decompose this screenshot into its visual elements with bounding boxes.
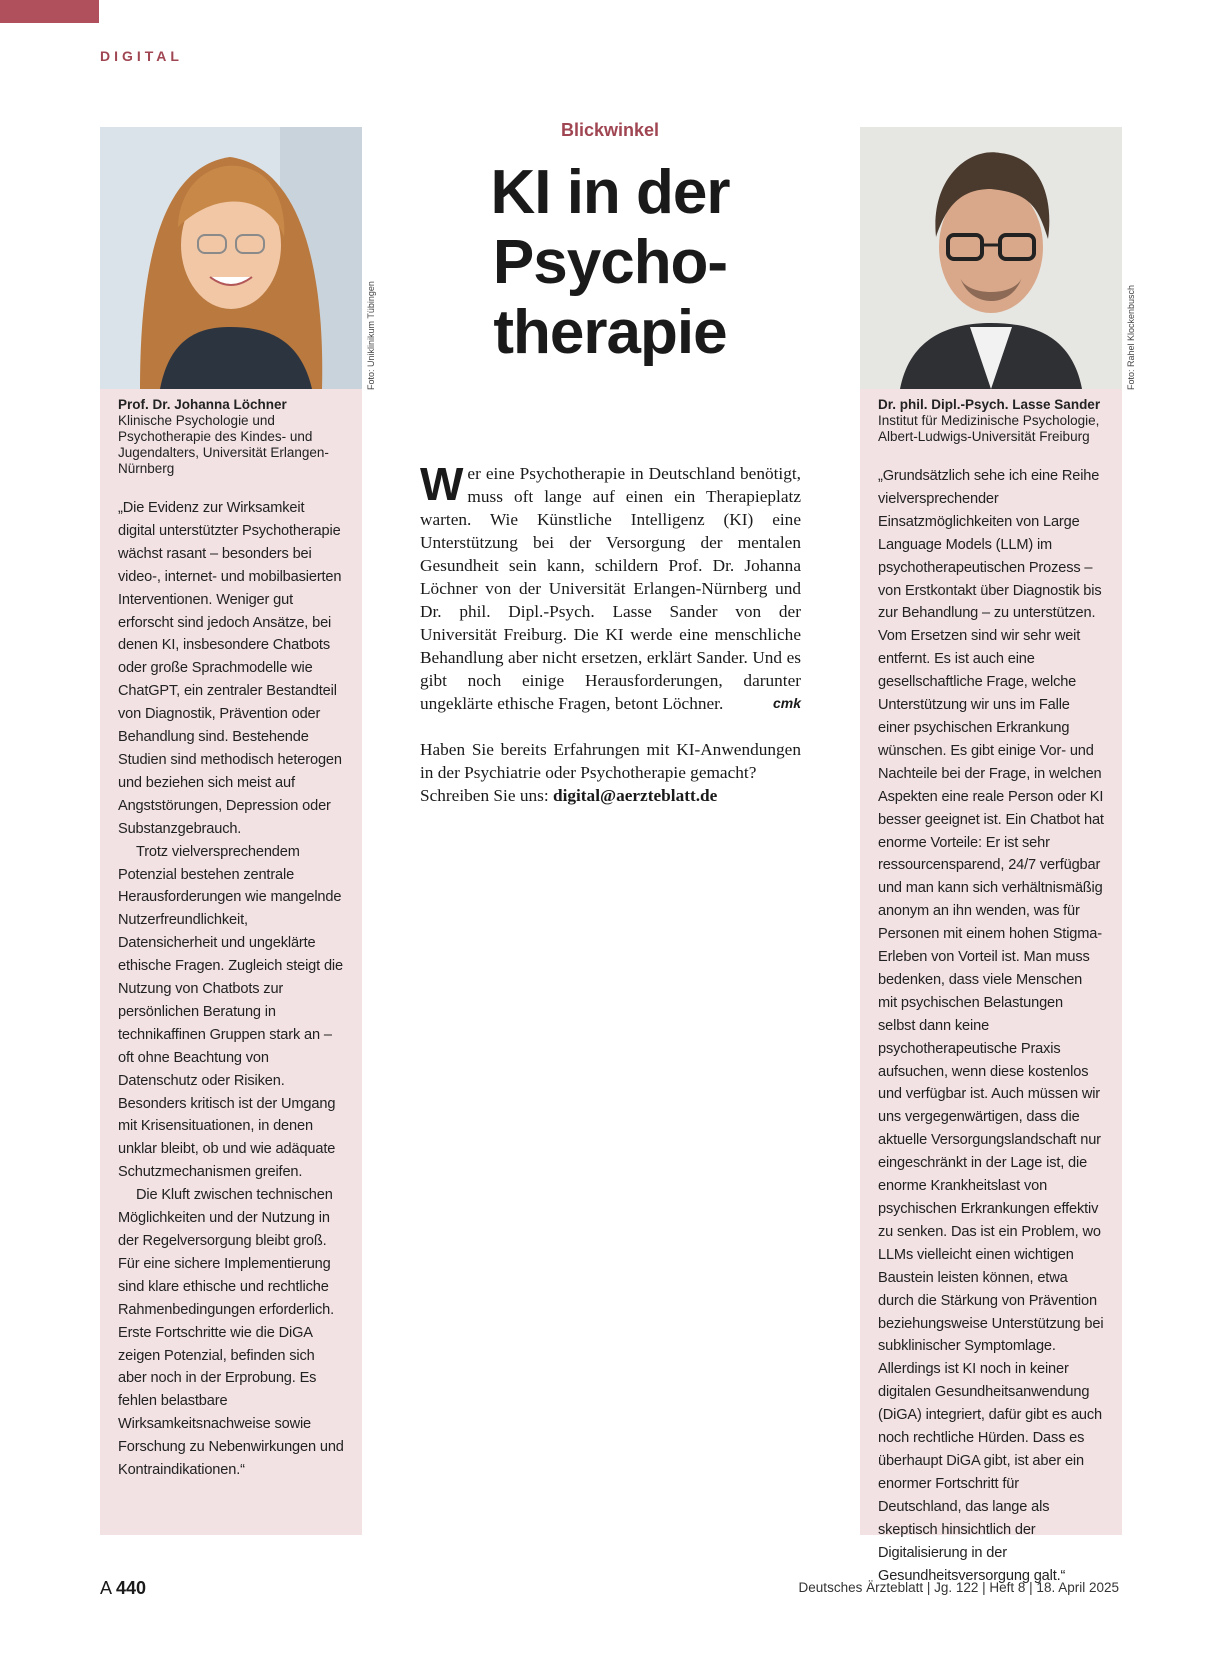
title-line: Psycho- — [492, 228, 728, 297]
drop-cap: W — [420, 458, 464, 510]
right-expert-caption — [860, 389, 1122, 445]
title-line: therapie — [493, 298, 727, 367]
photo-credit-left: Foto: Uniklinikum Tübingen — [366, 281, 376, 390]
teaser-text: er eine Psychotherapie in Deutschland benötigt, muss oft lange auf einen ein Therapieplatz warten. Wie Künstliche Intelligenz (KI) eine Unterstützung bei der Versorgung der mentalen Gesundheit sein kann, schildern Prof. Dr. Johanna Löchner von der Universität Erlangen-Nürnberg und Dr. phil. Dipl.-Psych. Lasse Sander von der Universität Freiburg. Die KI werde eine menschliche Behandlung aber nicht ersetzen, erklärt Sander. Und es gibt noch einige Herausforderungen, darunter ungeklärte ethische Fragen, betont Löchner. — [420, 464, 801, 713]
page-number — [100, 1578, 146, 1599]
contact-prefix: Schreiben Sie uns: — [420, 786, 553, 805]
reader-question: Haben Sie bereits Erfahrungen mit KI-Anwendungen in der Psychiatrie oder Psychotherapie gemacht? — [420, 740, 801, 782]
contact-line — [420, 784, 801, 807]
quote-paragraph: „Die Evidenz zur Wirksamkeit digital unterstützter Psychotherapie wächst rasant – besonders bei video-, internet- und mobilbasierten Interventionen. Weniger gut erforscht sind jedoch Ansätze, bei denen KI, insbesondere Chatbots oder große Sprachmodelle wie ChatGPT, ein zentraler Bestandteil von Diagnostik, Prävention oder Behandlung sind. Bestehende Studien sind methodisch heterogen und beziehen sich meist auf Angststörungen, Depression oder Substanzgebrauch. — [118, 500, 342, 837]
quote-paragraph: „Grundsätzlich sehe ich eine Reihe vielversprechender Einsatzmöglichkeiten von Large Language Models (LLM) im psychotherapeutischen Prozess – von Erstkontakt über Diagnostik bis zur Behandlung – zu unterstützen. Vom Ersetzen sind wir sehr weit entfernt. Es ist auch eine gesellschaftliche Frage, welche Unterstützung wir uns im Falle einer psychischen Erkrankung wünschen. Es gibt einige Vor- und Nachteile bei der Frage, in welchen Aspekten eine reale Person oder KI besser geeignet ist. Ein Chatbot hat enorme Vorteile: Er ist sehr ressourcensparend, 24/7 verfügbar und man kann sich verhältnismäßig anonym an ihn wenden, was für Personen mit einem hohen Stigma-Erleben von Vorteil ist. Man muss bedenken, dass viele Menschen mit psychischen Belastungen selbst dann keine psychotherapeutische Praxis aufsuchen, wenn diese kostenlos und verfügbar ist. Auch müssen wir uns vergegenwärtigen, dass die aktuelle Versorgungslandschaft nur eingeschränkt in der Lage ist, die enorme Krankheitslast von psychischen Erkrankungen effektiv zu senken. Das ist ein Problem, wo LLMs vielleicht einen wichtigen Baustein leisten können, etwa durch die Stärkung von Prävention beziehungsweise Unterstützung bei subklinischer Symptomlage. Allerdings ist KI noch in keiner digitalen Gesundheitsanwendung (DiGA) integriert, dafür gibt es auch noch rechtliche Hürden. Dass es überhaupt DiGA gibt, ist aber ein enormer Fortschritt für Deutschland, das lange als skeptisch hinsichtlich der Digitalisierung in der Gesundheitsversorgung galt.“ — [878, 468, 1104, 1584]
right-expert-quote — [860, 445, 1122, 1587]
quote-paragraph: Die Kluft zwischen technischen Möglichkeiten und der Nutzung in der Regelversorgung bleibt groß. Für eine sichere Implementierung sind klare ethische und rechtliche Rahmenbedingungen erforderlich. Erste Fortschritte wie die DiGA zeigen Potenzial, befinden sich aber noch in der Erprobung. Es fehlen belastbare Wirksamkeitsnachweise sowie Forschung zu Nebenwirkungen und Kontraindikationen.“ — [118, 1187, 344, 1479]
section-label: DIGITAL — [100, 48, 183, 64]
right-expert-column — [860, 127, 1122, 1584]
right-expert-name: Dr. phil. Dipl.-Psych. Lasse Sander — [878, 397, 1101, 412]
contact-email-link[interactable]: digital@aerzteblatt.de — [552, 786, 718, 805]
left-expert-caption — [100, 389, 362, 477]
left-expert-name: Prof. Dr. Johanna Löchner — [118, 397, 287, 412]
article-kicker: Blickwinkel — [560, 120, 660, 140]
author-initials: cmk — [772, 695, 801, 711]
expert-photo-sander — [860, 127, 1122, 389]
page-prefix: A — [100, 1578, 117, 1598]
quote-paragraph: Trotz vielversprechendem Potenzial bestehen zentrale Herausforderungen wie mangelnde Nutzerfreundlichkeit, Datensicherheit und ungeklärte ethische Fragen. Zugleich steigt die Nutzung von Chatbots zur persönlichen Beratung in technikaffinen Gruppen stark an – oft ohne Beachtung von Datenschutz oder Risiken. Besonders kritisch ist der Umgang mit Krisensituationen, in denen unklar bleibt, ob und wie adäquate Schutzmechanismen greifen. — [118, 843, 343, 1181]
article-teaser — [420, 458, 801, 807]
left-expert-column — [100, 127, 362, 1535]
title-line: KI in der — [490, 158, 730, 227]
publication-info: Deutsches Ärzteblatt | Jg. 122 | Heft 8 | 18. April 2025 — [798, 1580, 1119, 1595]
right-expert-affiliation: Institut für Medizinische Psychologie, Albert-Ludwigs-Universität Freiburg — [878, 413, 1100, 444]
left-expert-affiliation: Klinische Psychologie und Psychotherapie des Kindes- und Jugendalters, Universität Erlangen-Nürnberg — [118, 413, 329, 476]
left-expert-quote — [100, 477, 362, 1482]
expert-photo-loechner — [100, 127, 362, 389]
photo-credit-right: Foto: Rahel Klockenbusch — [1126, 284, 1136, 390]
top-accent-bar — [0, 0, 99, 23]
article-title — [420, 158, 800, 368]
page-number-value: 440 — [116, 1578, 147, 1598]
